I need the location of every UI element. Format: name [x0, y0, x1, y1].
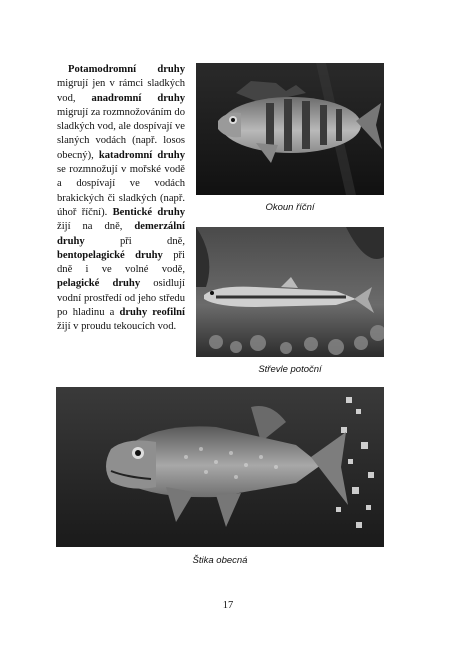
page-number: 17	[222, 600, 234, 611]
perch-caption: Okoun říční	[265, 202, 315, 213]
body-text	[57, 63, 185, 335]
text-run: migrují za rozmnožováním do sladkých vod, ale dospívají ve slaných vodách (např. losos obecný),	[57, 106, 185, 161]
bold-term: Potamodromní druhy	[68, 64, 185, 75]
minnow-photo	[196, 227, 384, 357]
minnow-caption: Střevle potoční	[258, 364, 322, 375]
text-run: při dně i ve volné vodě,	[57, 249, 185, 276]
bold-term: druhy reofilní	[119, 307, 185, 319]
text-run: žijí na dně,	[57, 221, 135, 233]
bold-term: pelagické druhy	[57, 278, 141, 290]
bold-term: anadromní druhy	[91, 92, 186, 104]
body-paragraph	[57, 63, 185, 335]
text-run: žijí v proudu tekoucích vod.	[57, 321, 177, 333]
bold-term: Bentické druhy	[112, 206, 186, 218]
perch-photo	[196, 63, 384, 195]
text-run: migrují jen v rámci sladkých vod,	[57, 78, 185, 104]
bold-term: bentopelagické druhy	[57, 249, 163, 261]
pike-caption: Štika obecná	[192, 555, 248, 566]
text-run: osidlují vodní prostředí od jeho středu po hladinu a	[57, 278, 185, 319]
bold-term: katadromní druhy	[98, 149, 185, 161]
text-run: při dně,	[84, 235, 185, 247]
pike-photo	[56, 387, 384, 547]
text-run: se rozmnožují v mořské vodě a dospívají ve vodách brakických či sladkých (např. úhoř říční).	[57, 164, 185, 218]
bold-term: demerzální druhy	[57, 221, 185, 247]
